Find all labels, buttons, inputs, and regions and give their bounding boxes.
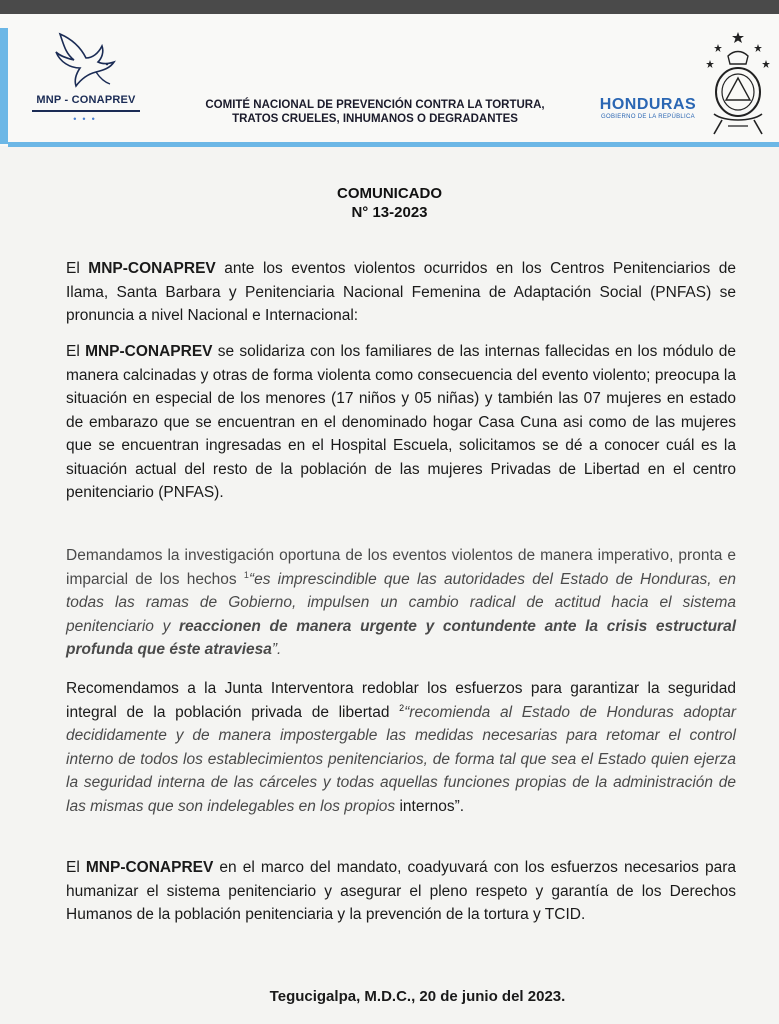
p3-footnote-ref: 1 (243, 569, 249, 580)
p2-text-c: se solidariza con los familiares de las internas fallecidas en los módulo de manera calcinadas y otras de forma violenta como consecuencia del evento violento; preocupa la situación en especial de los menores (17 niños y 05 niñas) y también las 07 mujeres en estado de embarazo que se encuentran en el denominado hogar Casa Cuna asi como de las mujeres que se encuentran ingresadas en el Hospital Escuela, solicitamos se dé a conocer cuál es la situación actual del resto de la población de las mujeres Privadas de Libertad en el centro penitenciario (PNFAS). (66, 343, 736, 501)
coat-of-arms-icon (704, 30, 772, 138)
org-abbreviation: MNP - CONAPREV (36, 94, 136, 106)
p5-text-a: El (66, 859, 86, 876)
document-title (0, 184, 779, 222)
place-and-date (0, 988, 779, 1005)
paragraph-5 (66, 856, 736, 927)
letterhead-accent-bar (0, 28, 8, 144)
logo-dots: ••• (73, 114, 101, 124)
committee-name (170, 98, 580, 126)
p1-text-c: ante los eventos violentos ocurridos en los Centros Penitenciarios de Ilama, Santa Barbara y Penitenciaria Nacional Femenina de Adaptación Social (PNFAS) se pronuncia a nivel Nacional e Internacional: (66, 260, 736, 324)
mnp-conaprev-logo (22, 28, 150, 128)
p3-quote-emphasis: reaccionen de manera urgente y contundente ante la crisis estructural profunda que éste atraviesa (66, 617, 736, 658)
p3-quote: “es imprescindible que las autoridades del Estado de Honduras, en todas las ramas de Gobierno, impulsen un cambio radical de actitud hacia el sistema penitenciario y (66, 570, 736, 635)
committee-line-2: TRATOS CRUELES, INHUMANOS O DEGRADANTES (232, 113, 518, 125)
p1-text-a: El (66, 260, 89, 277)
title-comunicado: COMUNICADO (337, 185, 442, 202)
p1-org-name: MNP-CONAPREV (88, 260, 216, 277)
p4-text-c: internos”. (395, 797, 465, 815)
p2-text-a: El (66, 343, 86, 360)
communique-number: N° 13-2023 (351, 204, 428, 221)
p3-text-a: Demandamos la investigación oportuna de los eventos violentos de manera imperativo, pronta e imparcial de los hechos (66, 547, 736, 588)
letterhead-divider (8, 142, 779, 147)
p2-org-name: MNP-CONAPREV (85, 343, 213, 360)
country-name: HONDURAS (599, 96, 697, 113)
paragraph-4 (66, 677, 736, 818)
p3-quote-end: ”. (271, 641, 282, 658)
p5-org-name: MNP-CONAPREV (85, 859, 214, 876)
logo-underline (32, 110, 140, 112)
paragraph-1 (66, 257, 736, 328)
committee-line-1: COMITÉ NACIONAL DE PREVENCIÓN CONTRA LA TORTURA, (205, 99, 545, 111)
paragraph-3 (66, 544, 736, 662)
paragraph-2 (66, 340, 736, 505)
dove-icon (52, 28, 118, 92)
window-top-bar (0, 0, 779, 14)
p4-quote: “recomienda al Estado de Honduras adoptar decididamente y de manera impostergable las medidas necesarias para retomar el control interno de todos los establecimientos penitenciarios, de forma tal que sea el Estado quien ejerza la seguridad interna de las cárceles y todas aquellas funciones propias de la administración de las mismas que son indelegables en los propios (66, 703, 736, 815)
p5-text-c: en el marco del mandato, coadyuvará con los esfuerzos necesarios para humanizar el sistema penitenciario y asegurar el pleno respeto y garantía de los Derechos Humanos de la población penitenciaria y la prevención de la tortura y TCID. (66, 859, 737, 923)
government-label: GOBIERNO DE LA REPÚBLICA (601, 114, 695, 120)
p4-text-a: Recomendamos a la Junta Interventora redoblar los esfuerzos para garantizar la seguridad integral de la población privada de libertad (66, 680, 736, 721)
p4-footnote-ref: 2 (399, 702, 405, 713)
place-date-text: Tegucigalpa, M.D.C., 20 de junio del 2023. (269, 988, 566, 1005)
